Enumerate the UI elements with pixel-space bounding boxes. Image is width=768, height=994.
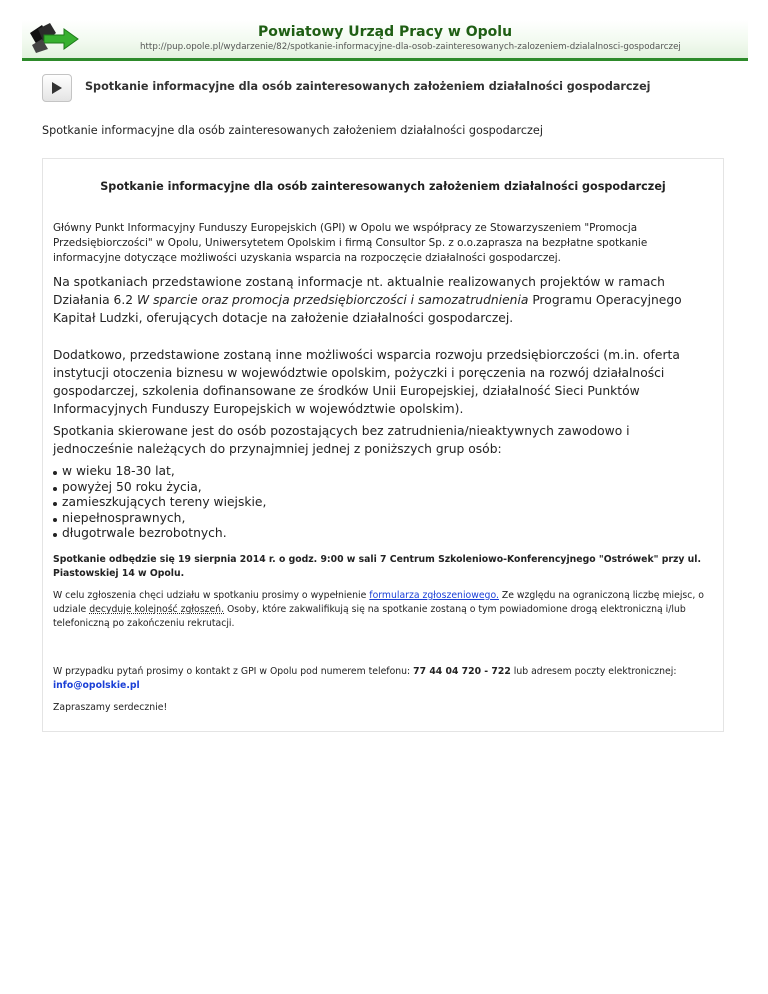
- order-of-applications: decyduje kolejność zgłoszeń.: [89, 604, 225, 615]
- registration-info: [53, 589, 713, 631]
- paragraph-text: W celu zgłoszenia chęci udziału w spotkaniu prosimy o wypełnienie: [53, 590, 370, 601]
- article-intro: Główny Punkt Informacyjny Funduszy Europejskich (GPI) w Opolu we współpracy ze Stowarzyszeniem "Promocja Przedsiębiorczości" w Opolu, Uniwersytetem Opolskim i firmą Consultor Sp. z o.o.zaprasza na bezpłatne spotkanie informacyjne dotyczące możliwości uzyskania wsparcia na rozpoczęcie działalności gospodarczej.: [53, 222, 648, 264]
- program-name: W sparcie oraz promocja przedsiębiorczości i samozatrudnienia: [137, 293, 529, 307]
- contact-info: [53, 665, 713, 693]
- article-paragraph-dzialanie: [53, 273, 713, 327]
- article-card: [42, 158, 724, 732]
- paragraph-text: Osoby, które zakwalifikują się na spotkanie zostaną o tym powiadomione drogą elektroniczną i/lub telefoniczną po zakończeniu rekrutacji.: [53, 604, 686, 629]
- registration-form-link[interactable]: formularza zgłoszeniowego.: [369, 590, 499, 601]
- arrow-right-icon: [42, 74, 72, 102]
- email-link[interactable]: info@opolskie.pl: [53, 680, 140, 691]
- page-title-row: [40, 74, 740, 104]
- page-title: Spotkanie informacyjne dla osób zainteresowanych założeniem działalności gospodarczej: [85, 80, 651, 93]
- site-header: [22, 20, 748, 61]
- article-paragraph-support: Dodatkowo, przedstawione zostaną inne możliwości wsparcia rozwoju przedsiębiorczości (m.in. oferta instytucji otoczenia biznesu w województwie opolskim, pożyczki i poręczenia na rozwój działalności gospodarczej, szkolenia dofinansowane ze środków Unii Europejskiej, działalność Sieci Punktów Informacyjnych Funduszy Europejskich w województwie opolskim).: [53, 348, 680, 416]
- closing-text: Zapraszamy serdecznie!: [53, 702, 168, 713]
- list-item: długotrwale bezrobotnych.: [53, 526, 266, 542]
- paragraph-text: lub adresem poczty elektronicznej:: [510, 666, 677, 677]
- list-item: niepełnosprawnych,: [53, 511, 266, 527]
- list-item: zamieszkujących tereny wiejskie,: [53, 495, 266, 511]
- target-groups-list: [53, 464, 266, 542]
- list-item: w wieku 18-30 lat,: [53, 464, 266, 480]
- article-title: Spotkanie informacyjne dla osób zainteresowanych założeniem działalności gospodarczej: [100, 180, 666, 193]
- paragraph-text: W przypadku pytań prosimy o kontakt z GPI w Opolu pod numerem telefonu:: [53, 666, 414, 677]
- paragraph-text: Na spotkaniach przedstawione zostaną informacje nt. aktualnie realizowanych projektów w ramach Działania 6.2: [53, 275, 665, 307]
- article-paragraph-target: Spotkania skierowane jest do osób pozostających bez zatrudnienia/nieaktywnych zawodowo i jednocześnie należących do przynajmniej jednej z poniższych grup osób:: [53, 424, 630, 456]
- paragraph-text: Programu Operacyjnego Kapitał Ludzki, oferujących dotacje na założenie działalności gospodarczej.: [53, 293, 682, 325]
- phone-number: 77 44 04 720 - 722: [413, 666, 511, 677]
- meeting-info: Spotkanie odbędzie się 19 sierpnia 2014 r. o godz. 9:00 w sali 7 Centrum Szkoleniowo-Konferencyjnego "Ostrówek" przy ul. Piastowskiej 14 w Opolu.: [53, 554, 702, 579]
- site-title[interactable]: Powiatowy Urząd Pracy w Opolu: [257, 24, 513, 40]
- list-item: powyżej 50 roku życia,: [53, 480, 266, 496]
- page-lead: Spotkanie informacyjne dla osób zainteresowanych założeniem działalności gospodarczej: [42, 124, 543, 137]
- paragraph-text: Ze względu na ograniczoną liczbę miejsc, o udziale: [53, 590, 704, 615]
- page-url: http://pup.opole.pl/wydarzenie/82/spotkanie-informacyjne-dla-osob-zainteresowanych-zalozeniem-dzialalnosci-gospodarczej: [140, 42, 681, 52]
